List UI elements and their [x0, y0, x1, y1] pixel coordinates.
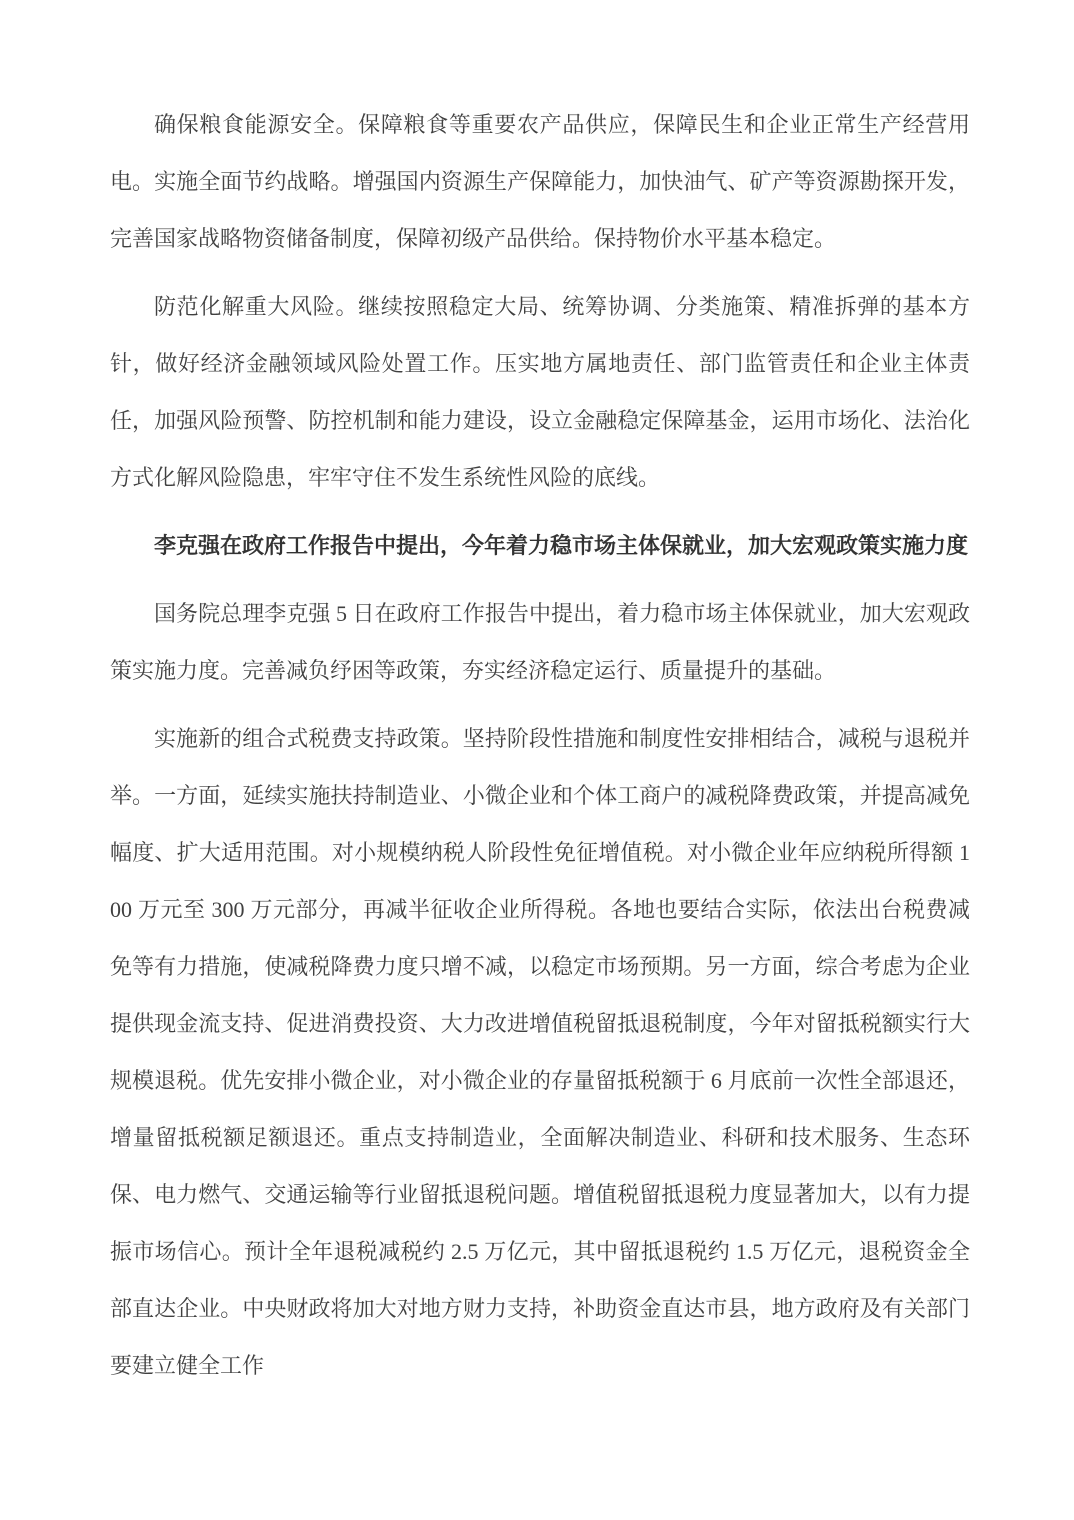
- section-heading-report-highlight: 李克强在政府工作报告中提出，今年着力稳市场主体保就业，加大宏观政策实施力度: [154, 533, 969, 558]
- paragraph-premier-statement: 国务院总理李克强 5 日在政府工作报告中提出，着力稳市场主体保就业，加大宏观政策实施力度。完善减负纾困等政策，夯实经济稳定运行、质量提升的基础。: [110, 601, 970, 683]
- paragraph-risk-prevention: 防范化解重大风险。继续按照稳定大局、统筹协调、分类施策、精准拆弹的基本方针，做好经济金融领域风险处置工作。压实地方属地责任、部门监管责任和企业主体责任，加强风险预警、防控机制和能力建设，设立金融稳定保障基金，运用市场化、法治化方式化解风险隐患，牢牢守住不发生系统性风险的底线。: [110, 294, 970, 490]
- paragraph-food-energy-security: 确保粮食能源安全。保障粮食等重要农产品供应，保障民生和企业正常生产经营用电。实施全面节约战略。增强国内资源生产保障能力，加快油气、矿产等资源勘探开发，完善国家战略物资储备制度，保障初级产品供给。保持物价水平基本稳定。: [110, 112, 970, 251]
- paragraph-tax-policy: 实施新的组合式税费支持政策。坚持阶段性措施和制度性安排相结合，减税与退税并举。一方面，延续实施扶持制造业、小微企业和个体工商户的减税降费政策，并提高减免幅度、扩大适用范围。对小规模纳税人阶段性免征增值税。对小微企业年应纳税所得额 100 万元至 300 万元部分，再减半征收企业所得税。各地也要结合实际，依法出台税费减免等有力措施，使减税降费力度只增不减，以稳定市场预期。另一方面，综合考虑为企业提供现金流支持、促进消费投资、大力改进增值税留抵退税制度，今年对留抵税额实行大规模退税。优先安排小微企业，对小微企业的存量留抵税额于 6 月底前一次性全部退还，增量留抵税额足额退还。重点支持制造业，全面解决制造业、科研和技术服务、生态环保、电力燃气、交通运输等行业留抵退税问题。增值税留抵退税力度显著加大，以有力提振市场信心。预计全年退税减税约 2.5 万亿元，其中留抵退税约 1.5 万亿元，退税资金全部直达企业。中央财政将加大对地方财力支持，补助资金直达市县，地方政府及有关部门要建立健全工作: [110, 726, 970, 1378]
